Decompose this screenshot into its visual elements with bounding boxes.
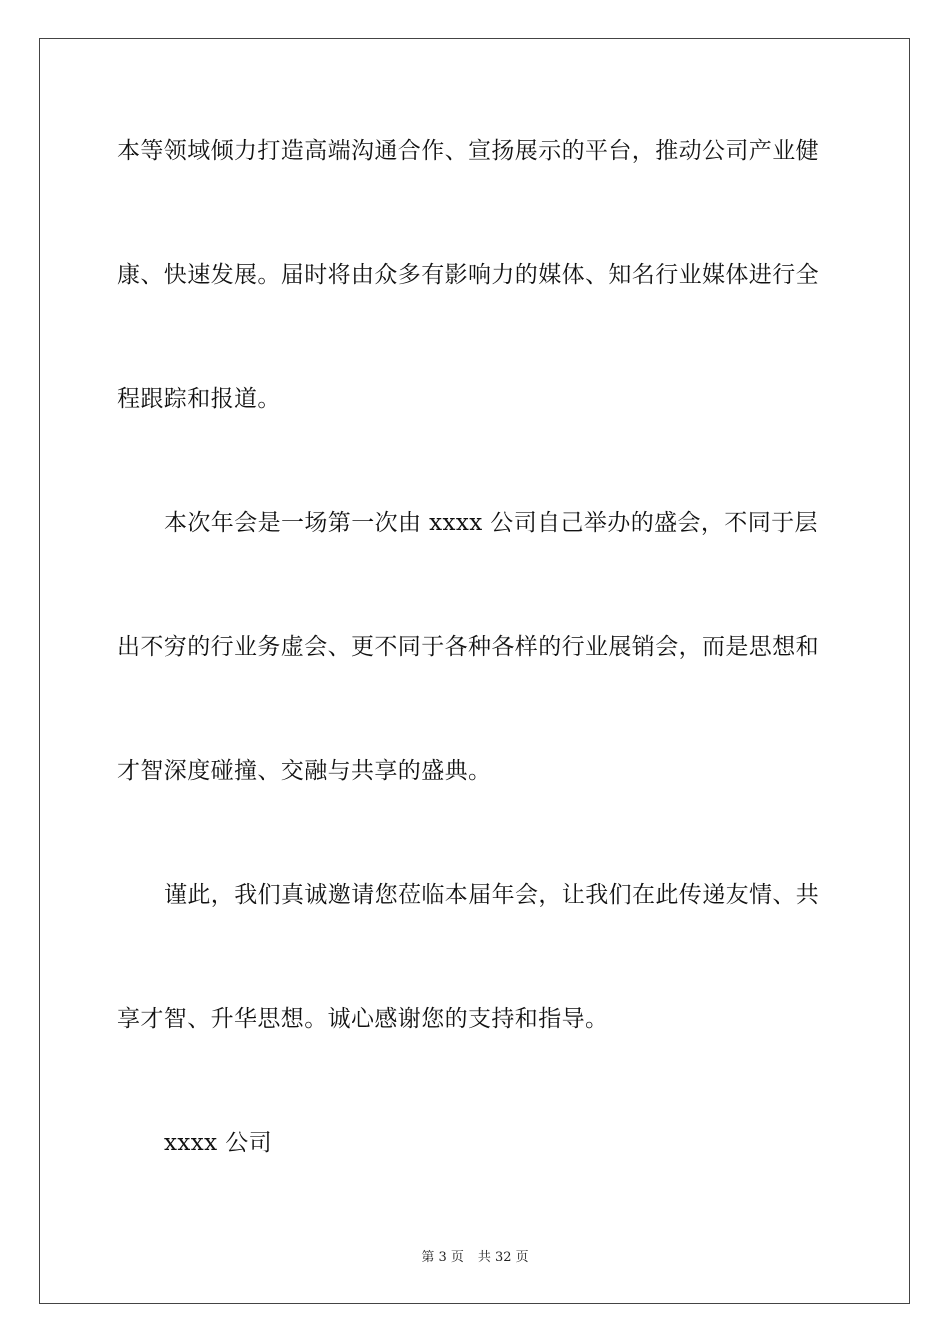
body-line-8: 享才智、升华思想。诚心感谢您的支持和指导。 [117, 1006, 609, 1032]
body-line-6: 才智深度碰撞、交融与共享的盛典。 [117, 758, 492, 784]
page-number: 第 3 页 [421, 1250, 464, 1265]
body-line-3: 程跟踪和报道。 [117, 386, 281, 412]
page-border [39, 38, 910, 1304]
body-line-4: 本次年会是一场第一次由 xxxx 公司自己举办的盛会，不同于层 [164, 510, 818, 536]
signature-line: xxxx 公司 [164, 1130, 272, 1156]
body-line-1: 本等领域倾力打造高端沟通合作、宣扬展示的平台，推动公司产业健 [117, 138, 819, 164]
body-line-2: 康、快速发展。届时将由众多有影响力的媒体、知名行业媒体进行全 [117, 262, 819, 288]
body-line-7: 谨此，我们真诚邀请您莅临本届年会，让我们在此传递友情、共 [164, 882, 820, 908]
body-line-5: 出不穷的行业务虚会、更不同于各种各样的行业展销会，而是思想和 [117, 634, 819, 660]
page-footer [0, 1246, 950, 1265]
page-total: 共 32 页 [477, 1250, 529, 1265]
